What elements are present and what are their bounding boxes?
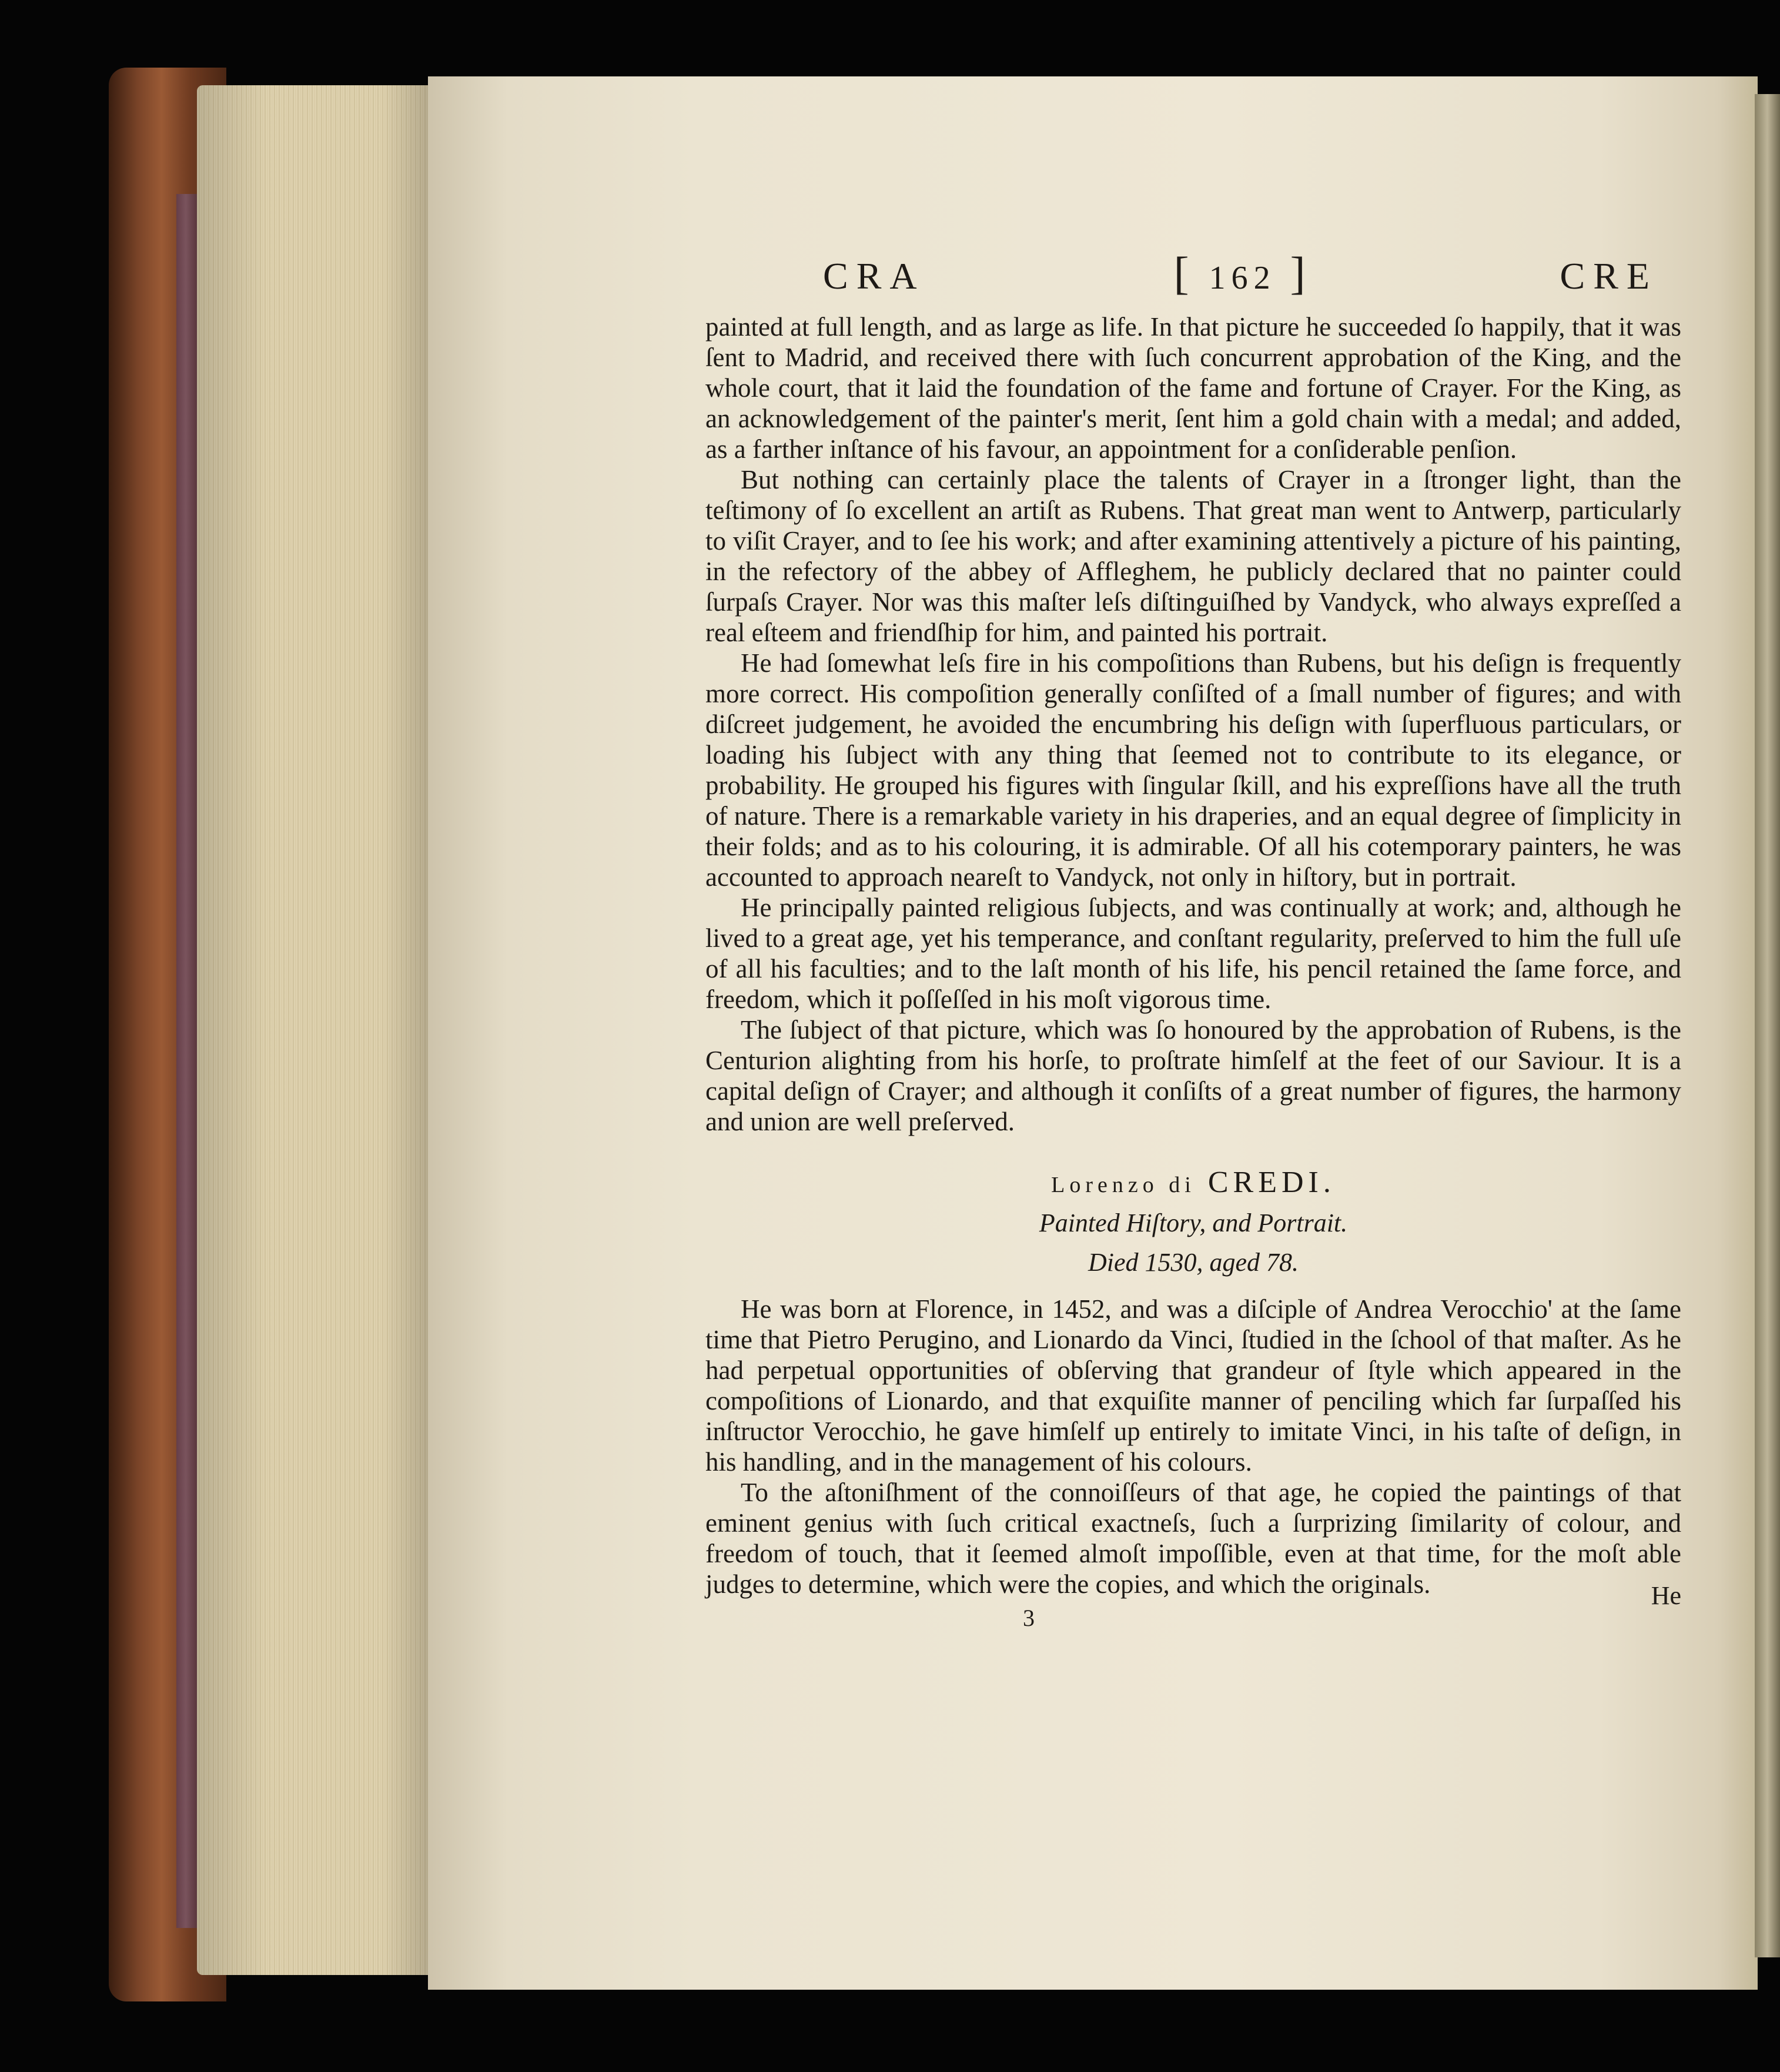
bio-name-last: CREDI. [1207, 1166, 1336, 1199]
cover-spine-label [176, 194, 200, 1928]
signature-mark: 3 [1023, 1605, 1035, 1631]
bio-name-first: Lorenzo di [1051, 1173, 1196, 1197]
header-left: CRA [823, 255, 925, 297]
header-right: CRE [1560, 255, 1658, 297]
bio-title [705, 1165, 1681, 1200]
bio-died: Died 1530, aged 78. [1088, 1248, 1299, 1277]
bio-paragraph: To the aſtoniſhment of the connoiſſeurs of that age, he copied the paintings of that eminent genius with ſuch critical exactneſs, ſuch a ſurprizing ſimilarity of colour, and freedom of touch, that it ſeemed almoſt impoſſible, even at that time, for the moſt able judges to determine, which were the copies, and which the originals. [705, 1478, 1681, 1599]
paragraph: painted at full length, and as large as life. In that picture he succeeded ſo happily, that it was ſent to Madrid, and received there with ſuch concurrent approbation of the King, and the whole court, that it laid the foundation of the fame and fortune of Crayer. For the King, as an acknowledgement of the painter's merit, ſent him a gold chain with a medal; and added, as a farther inſtance of his favour, an appointment for a conſiderable penſion. [705, 312, 1681, 464]
catchword: He [1651, 1581, 1681, 1610]
page-number-block [1174, 247, 1311, 300]
page-number: 162 [1209, 260, 1276, 296]
running-header [705, 247, 1681, 312]
bio-paragraph: He was born at Florence, in 1452, and was a diſciple of Andrea Verocchio' at the ſame time that Pietro Perugino, and Lionardo da Vinci, ſtudied in the ſchool of that maſter. As he had perpetual opportunities of obſerving that grandeur of ſtyle which appeared in the compoſitions of Lionardo, and that exquiſite manner of penciling which far ſurpaſſed his inſtructor Verocchio, he gave himſelf up entirely to imitate Vinci, in his taſte of deſign, in his handling, and in the management of his colours. [705, 1294, 1681, 1477]
paragraph: He principally painted religious ſubjects, and was continually at work; and, although he lived to a great age, yet his temperance, and conſtant regularity, preſerved to him the full uſe of all his faculties; and to the laſt month of his life, his pencil retained the ſame force, and freedom, which it poſſeſſed in his moſt vigorous time. [705, 893, 1681, 1014]
page-content [705, 247, 1681, 1645]
paragraph: But nothing can certainly place the talents of Crayer in a ſtronger light, than the teſtimony of ſo excellent an artiſt as Rubens. That great man went to Antwerp, particularly to viſit Crayer, and to ſee his work; and after examining attentively a picture of his painting, in the refectory of the abbey of Affleghem, he publicly declared that no painter could ſurpaſs Crayer. Nor was this maſter leſs diſtinguiſhed by Vandyck, who always expreſſed a real eſteem and friendſhip for him, and painted his portrait. [705, 465, 1681, 647]
bio-subtitle: Painted Hiſtory, and Portrait. [1039, 1209, 1348, 1237]
page-footer [705, 1581, 1681, 1645]
paragraph: He had ſomewhat leſs fire in his compoſitions than Rubens, but his deſign is frequently more correct. His compoſition generally conſiſted of a ſmall number of figures; and with diſcreet judgement, he avoided the encumbring his deſign with ſuperfluous particulars, or loading his ſubject with any thing that ſeemed not to contribute to its elegance, or probability. He grouped his figures with ſingular ſkill, and his expreſſions have all the truth of nature. There is a remarkable variety in his draperies, and an equal degree of ſimplicity in their folds; and as to his colouring, it is admirable. Of all his cotemporary painters, he was accounted to approach neareſt to Vandyck, not only in hiſtory, but in portrait. [705, 648, 1681, 892]
bracket-close: ] [1290, 247, 1311, 299]
next-page-edge [1755, 94, 1780, 1957]
paragraph: The ſubject of that picture, which was ſo honoured by the approbation of Rubens, is the Centurion alighting from his horſe, to proſtrate himſelf at the feet of our Saviour. It is a capital deſign of Crayer; and although it conſiſts of a great number of figures, the harmony and union are well preſerved. [705, 1015, 1681, 1136]
page-edges-shade [197, 85, 429, 1975]
bracket-open: [ [1173, 247, 1195, 299]
